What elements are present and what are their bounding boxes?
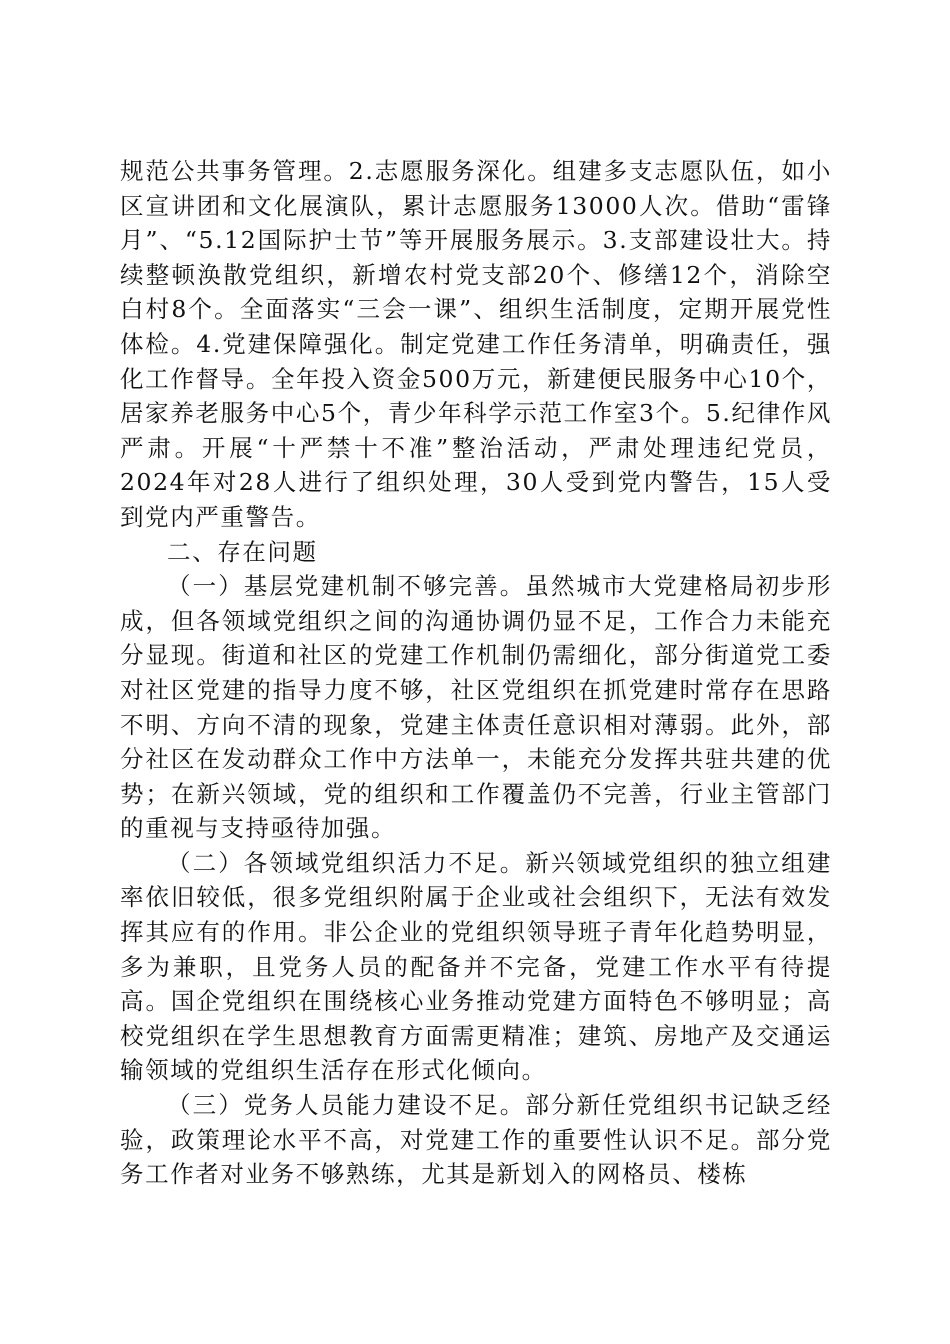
paragraph-capability	[120, 1088, 832, 1192]
paragraph-lead: （三）党务人员能力建设不足。	[167, 1091, 526, 1120]
paragraph-body: 部分新任党组织书记缺乏经验，政策理论水平不高，对党建工作的重要性认识不足。部分党务工作者对业务不够熟练，尤其是新划入的网格员、楼栋	[120, 1091, 832, 1189]
paragraph-mechanism	[120, 569, 832, 846]
paragraph-body: 新兴领域党组织的独立组建率依旧较低，很多党组织附属于企业或社会组织下，无法有效发挥其应有的作用。非公企业的党组织领导班子青年化趋势明显，多为兼职，且党务人员的配备并不完备，党建工作水平有待提高。国企党组织在围绕核心业务推动党建方面特色不够明显；高校党组织在学生思想教育方面需更精准；建筑、房地产及交通运输领域的党组织生活存在形式化倾向。	[120, 848, 832, 1085]
section-heading: 二、存在问题	[167, 537, 318, 566]
paragraph-lead: （二）各领域党组织活力不足。	[167, 848, 526, 877]
paragraph-vitality	[120, 846, 832, 1088]
paragraph-achievements: 规范公共事务管理。2.志愿服务深化。组建多支志愿队伍，如小区宣讲团和文化展演队，累计志愿服务13000人次。借助“雷锋月”、“5.12国际护士节”等开展服务展示。3.支部建设壮大。持续整顿涣散党组织，新增农村党支部20个、修缮12个，消除空白村8个。全面落实“三会一课”、组织生活制度，定期开展党性体检。4.党建保障强化。制定党建工作任务清单，明确责任，强化工作督导。全年投入资金500万元，新建便民服务中心10个，居家养老服务中心5个，青少年科学示范工作室3个。5.纪律作风严肃。开展“十严禁十不准”整治活动，严肃处理违纪党员，2024年对28人进行了组织处理，30人受到党内警告，15人受到党内严重警告。	[120, 157, 832, 531]
document-page	[120, 154, 832, 1192]
paragraph-lead: （一）基层党建机制不够完善。	[167, 572, 526, 601]
paragraph-body: 虽然城市大党建格局初步形成，但各领域党组织之间的沟通协调仍显不足，工作合力未能充分显现。街道和社区的党建工作机制仍需细化，部分街道党工委对社区党建的指导力度不够，社区党组织在抓党建时常存在思路不明、方向不清的现象，党建主体责任意识相对薄弱。此外，部分社区在发动群众工作中方法单一，未能充分发挥共驻共建的优势；在新兴领域，党的组织和工作覆盖仍不完善，行业主管部门的重视与支持亟待加强。	[120, 572, 832, 843]
